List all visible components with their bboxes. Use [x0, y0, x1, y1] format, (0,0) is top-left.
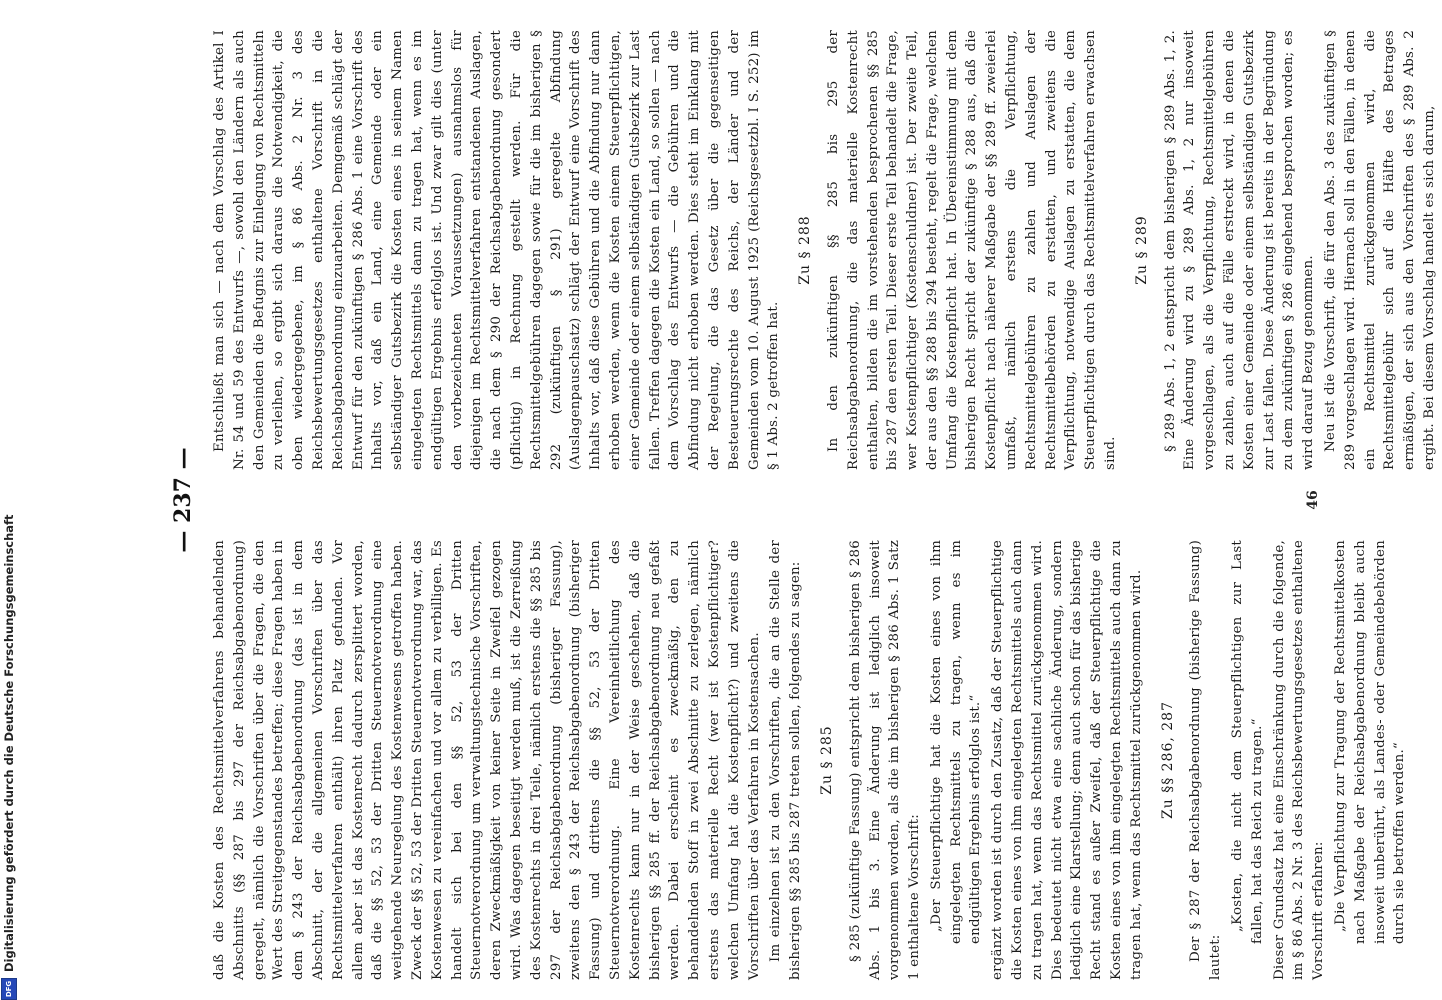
quotation: „Der Steuerpflichtige hat die Kosten eines von ihm eingelegten Rechtsmittels zu tragen, wenn es im endgültigen Ergebnis erfolglos ist.“	[928, 540, 984, 944]
left-column	[210, 540, 1412, 980]
paragraph: § 289 Abs. 1, 2 entspricht dem bisherigen § 289 Abs. 1, 2. Eine Änderung wird zu § 289 Abs. 1, 2 nur insoweit vorgeschlagen, als die Verpflichtung, Rechtsmittelgebühren zu zahlen, auch auf die Fälle erstreckt wird, in denen die Kosten einer Gemeinde oder einem selbständigen Gutsbezirk zur Last fallen. Diese Änderung ist bereits in der Begründung zu dem zukünftigen § 286 eingehend besprochen worden; es wird darauf Bezug genommen.	[1162, 30, 1317, 470]
quotation: „Kosten, die nicht dem Steuerpflichtigen zur Last fallen, hat das Reich zu tragen.“	[1230, 540, 1265, 944]
section-heading: Zu §§ 286, 287	[1159, 701, 1176, 819]
quotation: „Die Verpflichtung zur Tragung der Rechtsmittelkosten nach Maßgabe der Reichsabgabenordnung bleibt auch insoweit unberührt, als Landes- oder Gemeindebehörden durch sie betroffen werden.“	[1333, 540, 1408, 944]
right-column	[210, 30, 1442, 470]
paragraph: Entschließt man sich — nach dem Vorschlag des Artikel I Nr. 54 und 59 des Entwurfs —, sowohl den Ländern als auch den Gemeinden die Befugnis zur Einlegung von Rechtsmitteln zu verleihen, so ergibt sich daraus die Notwendigkeit, die oben wiedergegebene, im § 86 Abs. 2 Nr. 3 des Reichsbewertungsgesetzes enthaltene Vorschrift in die Reichsabgabenordnung einzuarbeiten. Demgemäß schlägt der Entwurf für den zukünftigen § 286 Abs. 1 eine Vorschrift des Inhalts vor, daß ein Land, eine Gemeinde oder ein selbständiger Gutsbezirk die Kosten eines in seinem Namen eingelegten Rechtsmittels dann zu tragen hat, wenn es im endgültigen Ergebnis erfolglos ist. Und zwar gilt dies (unter den vorbezeichneten Voraussetzungen) ausnahmslos für diejenigen im Rechtsmittelverfahren entstandenen Auslagen, die nach dem § 290 der Reichsabgabenordnung gesondert (pflichtig) in Rechnung gestellt werden. Für die Rechtsmittelgebühren dagegen sowie für die im bisherigen § 292 (zukünftigen § 291) geregelte Abfindung (Auslagenpauschsatz) schlägt der Entwurf eine Vorschrift des Inhalts vor, daß diese Gebühren und die Abfindung nur dann erhoben werden, wenn die Kosten einem Steuerpflichtigen, einer Gemeinde oder einem selbständigen Gutsbezirk zur Last fallen. Treffen dagegen die Kosten ein Land, so sollen — nach dem Vorschlag des Entwurfs — die Gebühren und die Abfindung nicht erhoben werden. Dies steht im Einklang mit der Regelung, die das Gesetz über die gegenseitigen Besteuerungsrechte des Reichs, der Länder und der Gemeinden vom 10. August 1925 (Reichsgesetzbl. I S. 252) im § 1 Abs. 2 getroffen hat.	[212, 30, 782, 470]
credit-text: Digitalisierung gefördert durch die Deutsche Forschungsgemeinschaft	[2, 514, 16, 972]
page-number: — 237 —	[170, 447, 196, 553]
section-heading: Zu § 288	[797, 215, 814, 285]
sheet-signature: 46	[1305, 490, 1321, 510]
paragraph: ergänzt worden ist durch den Zusatz, daß der Steuerpflichtige die Kosten eines von ihm eingelegten Rechtsmittels auch dann zu tragen hat, wenn das Rechtsmittel zurückgenommen wird. Dies bedeutet nicht etwa eine sachliche Änderung, sondern lediglich eine Klarstellung; denn auch schon für das bisherige Recht stand es außer Zweifel, daß der Steuerpflichtige die Kosten eines von ihm eingelegten Rechtsmittels auch dann zu tragen hat, wenn das Rechtsmittel zurückgenommen wird.	[990, 540, 1144, 980]
paragraph: Dieser Grundsatz hat eine Einschränkung durch die folgende, im § 86 Abs. 2 Nr. 3 des Reichsbewertungsgesetzes enthaltene Vorschrift erfahren:	[1271, 540, 1327, 980]
dfg-logo: DFG	[1, 978, 17, 1000]
paragraph: daß die Kosten des Rechtsmittelverfahrens behandelnden Abschnitts (§§ 287 bis 297 der Reichsabgabenordnung) geregelt, nämlich die Vorschriften über die Fragen, die den Wert des Streitgegenstandes betreffen; diese Fragen haben in dem § 243 der Reichsabgabenordnung (das ist in dem Abschnitt, der die allgemeinen Vorschriften über das Rechtsmittelverfahren enthält) ihren Platz gefunden. Vor allem aber ist das Kostenrecht dadurch zersplittert worden, daß die §§ 52, 53 der Dritten Steuernotverordnung eine weitgehende Neuregelung des Kostenwesens getroffen haben. Zweck der §§ 52, 53 der Dritten Steuernotverordnung war, das Kostenwesen zu vereinfachen und vor allem zu verbilligen. Es handelt sich bei den §§ 52, 53 der Dritten Steuernotverordnung um verwaltungstechnische Vorschriften, deren Zweckmäßigkeit von keiner Seite in Zweifel gezogen wird. Was dagegen beseitigt werden muß, ist die Zerreißung des Kostenrechts in drei Teile, nämlich erstens die §§ 285 bis 297 der Reichsabgabenordnung (bisheriger Fassung), zweitens den § 243 der Reichsabgabenordnung (bisheriger Fassung) und drittens die §§ 52, 53 der Dritten Steuernotverordnung. Eine Vereinheitlichung des Kostenrechts kann nur in der Weise geschehen, daß die bisherigen §§ 285 ff. der Reichsabgabenordnung neu gefaßt werden. Dabei erscheint es zweckmäßig, den zu behandelnden Stoff in zwei Abschnitte zu zerlegen, nämlich erstens das materielle Recht (wer ist Kostenpflichtiger? welchen Umfang hat die Kostenpflicht?) und zweitens die Vorschriften über das Verfahren in Kostensachen.	[212, 540, 762, 980]
paragraph: Der § 287 der Reichsabgabenordnung (bisherige Fassung) lautet:	[1188, 540, 1224, 980]
section-heading: Zu § 285	[818, 725, 835, 795]
rotated-page	[120, 0, 1438, 1000]
section-heading: Zu § 289	[1133, 215, 1150, 285]
digitization-credit	[0, 0, 18, 1000]
paragraph: § 285 (zukünftige Fassung) entspricht dem bisherigen § 286 Abs. 1 bis 3. Eine Änderung ist lediglich insoweit vorgenommen worden, als die im bisherigen § 286 Abs. 1 Satz 1 enthaltene Vorschrift:	[847, 540, 923, 980]
paragraph: Im einzelnen ist zu den Vorschriften, die an die Stelle der bisherigen §§ 285 bis 287 treten sollen, folgendes zu sagen:	[768, 540, 804, 980]
paragraph: In den zukünftigen §§ 285 bis 295 der Reichsabgabenordnung, die das materielle Kostenrecht enthalten, bilden die im vorstehenden besprochenen §§ 285 bis 287 den ersten Teil. Dieser erste Teil behandelt die Frage, wer Kostenpflichtiger (Kostenschuldner) ist. Der zweite Teil, der aus den §§ 288 bis 294 besteht, regelt die Frage, welchen Umfang die Kostenpflicht hat. In Übereinstimmung mit dem bisherigen Recht spricht der zukünftige § 288 aus, daß die Kostenpflicht nach näherer Maßgabe der §§ 289 ff. zweierlei umfaßt, nämlich erstens die Verpflichtung, Rechtsmittelgebühren zu zahlen und Auslagen der Rechtsmittelbehörden zu erstatten, und zweitens die Verpflichtung, notwendige Auslagen zu erstatten, die dem Steuerpflichtigen durch das Rechtsmittelverfahren erwachsen sind.	[825, 30, 1119, 470]
paragraph: Neu ist die Vorschrift, die für den Abs. 3 des zukünftigen § 289 vorgeschlagen wird. Hiernach soll in den Fällen, in denen ein Rechtsmittel zurückgenommen wird, die Rechtsmittelgebühr sich auf die Hälfte des Betrages ermäßigen, der sich aus den Vorschriften des § 289 Abs. 2 ergibt. Bei diesem Vorschlag handelt es sich darum,	[1323, 30, 1438, 470]
